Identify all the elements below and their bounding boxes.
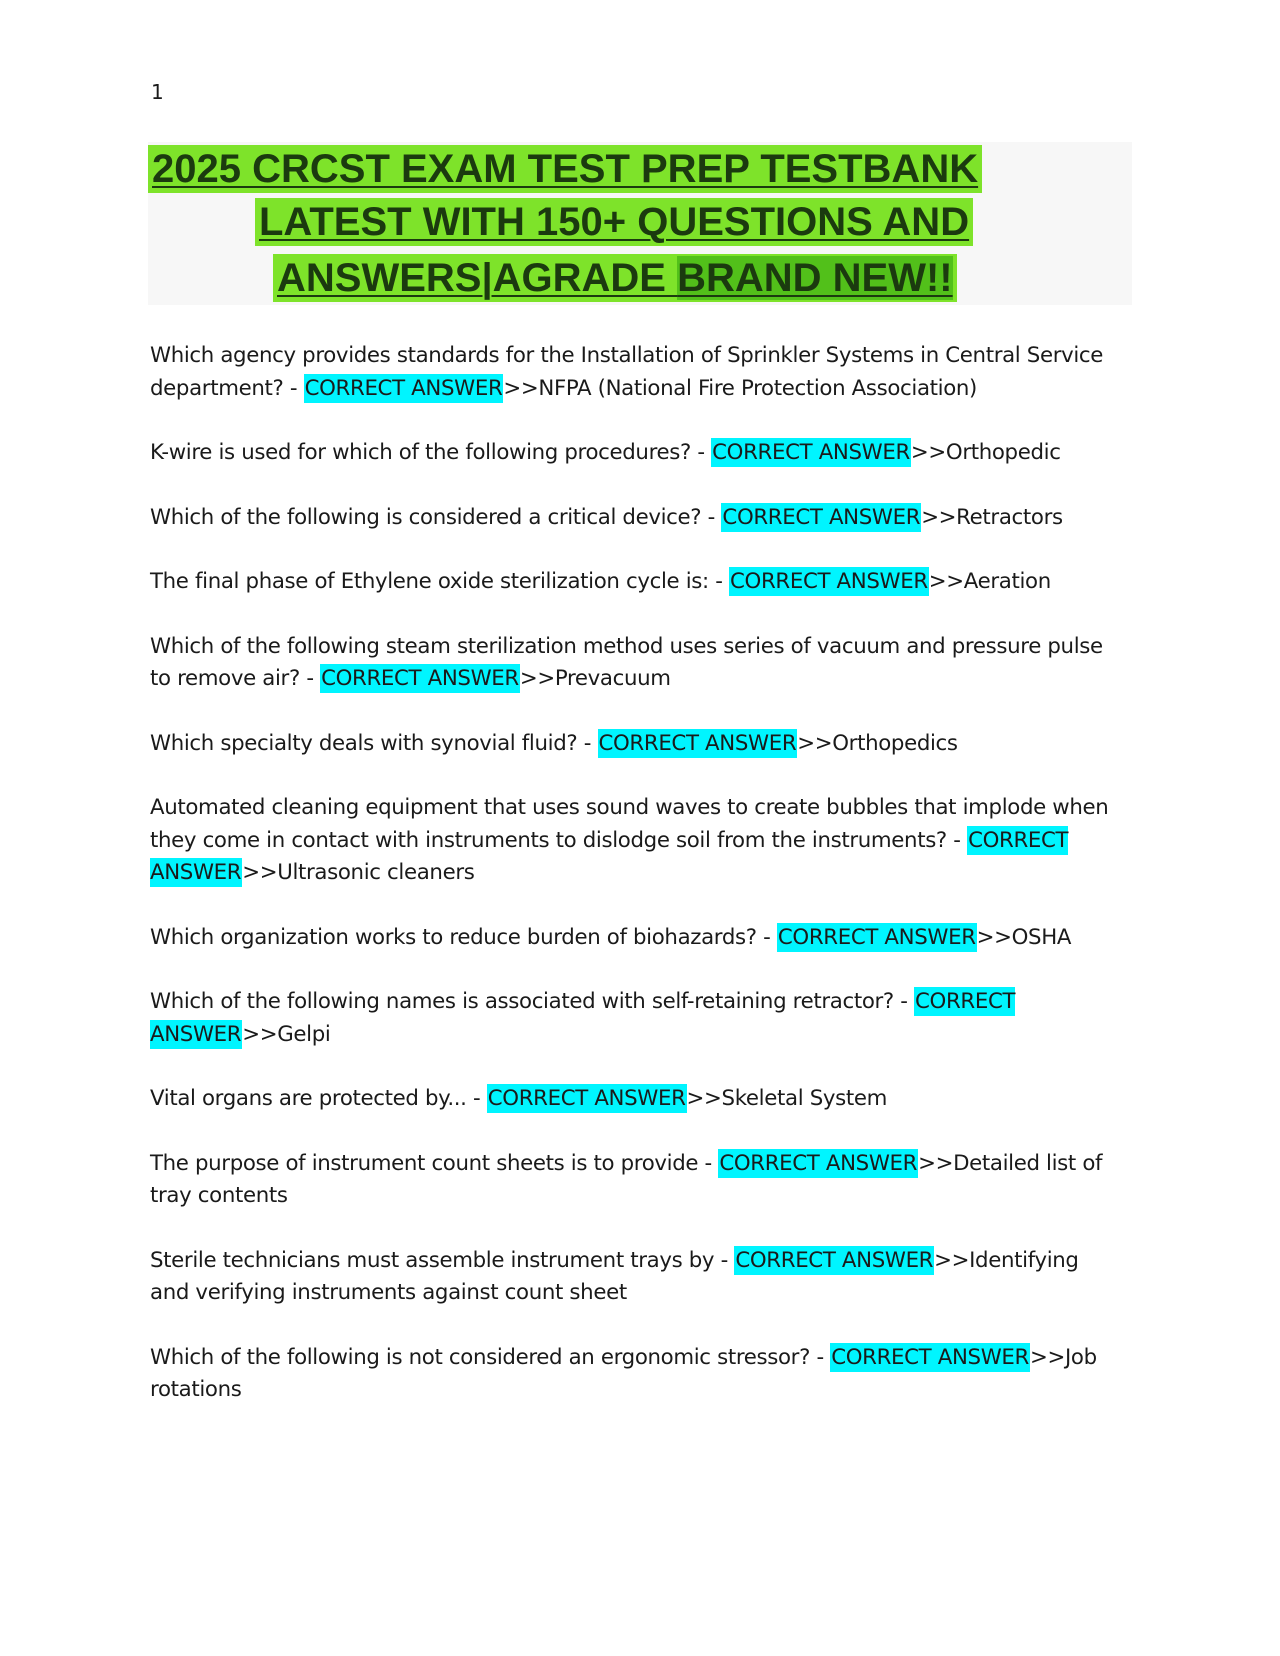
correct-answer-label: CORRECT ANSWER (598, 730, 797, 756)
answer-text: >>OSHA (976, 924, 1072, 950)
qa-item (150, 728, 1120, 761)
answer-text: >>Gelpi (242, 1021, 331, 1047)
question-text: The final phase of Ethylene oxide sterilization cycle is: - (150, 569, 730, 594)
answer-text: >>Identifying and verifying instruments against count sheet (150, 1247, 1079, 1305)
correct-answer-label: CORRECT ANSWER (777, 924, 976, 950)
correct-answer-label: CORRECT ANSWER (487, 1086, 686, 1111)
qa-item (150, 1342, 1120, 1407)
correct-answer-label: CORRECT ANSWER (735, 1247, 934, 1273)
qa-item (150, 566, 1120, 599)
correct-answer-label: CORRECT ANSWER (712, 440, 910, 465)
question-answer-list (150, 340, 1120, 1407)
correct-answer-label: CORRECT ANSWER (150, 827, 1069, 885)
answer-text: >>NFPA (National Fire Protection Association) (503, 375, 978, 401)
question-text: Which of the following is considered a critical device? - (150, 504, 722, 530)
answer-text: >>Prevacuum (519, 666, 671, 691)
question-text: The purpose of instrument count sheets is to provide - (150, 1150, 719, 1176)
answer-text: >>Orthopedics (797, 730, 958, 756)
correct-answer-label: CORRECT ANSWER (304, 375, 503, 401)
question-text: Which of the following steam sterilization method uses series of vacuum and pressure pulse to remove air? - (150, 633, 1103, 691)
qa-item (150, 1083, 1120, 1116)
title-line-3-start: ANSWERS|AGRADE (277, 256, 678, 300)
question-text: Which agency provides standards for the Installation of Sprinkler Systems in Central Service department? - (150, 343, 1104, 401)
answer-text: >>Ultrasonic cleaners (242, 860, 475, 885)
answer-text: >>Aeration (928, 569, 1051, 594)
qa-item (150, 502, 1120, 535)
qa-item (150, 922, 1120, 955)
title-line-1: 2025 CRCST EXAM TEST PREP TESTBANK (148, 145, 982, 193)
question-text: Sterile technicians must assemble instrument trays by - (150, 1247, 735, 1273)
qa-item (150, 340, 1120, 405)
question-text: Which specialty deals with synovial fluid? - (150, 730, 598, 756)
correct-answer-label: CORRECT ANSWER (730, 569, 928, 594)
qa-item (150, 437, 1120, 470)
correct-answer-label: CORRECT ANSWER (321, 666, 519, 691)
answer-text: >>Detailed list of tray contents (150, 1150, 1103, 1208)
qa-item (150, 792, 1120, 890)
answer-text: >>Orthopedic (910, 440, 1061, 465)
answer-text: >>Job rotations (150, 1344, 1097, 1402)
question-text: Which organization works to reduce burden of biohazards? - (150, 924, 777, 950)
page-number: 1 (151, 80, 164, 104)
qa-item (150, 986, 1120, 1051)
title-line-3 (273, 254, 957, 302)
answer-text: >>Retractors (921, 504, 1063, 530)
correct-answer-label: CORRECT ANSWER (831, 1344, 1029, 1370)
question-text: Which of the following is not considered an ergonomic stressor? - (150, 1344, 831, 1370)
qa-item (150, 631, 1120, 696)
title-line-2: LATEST WITH 150+ QUESTIONS AND (255, 198, 973, 246)
qa-item (150, 1148, 1120, 1213)
qa-item (150, 1245, 1120, 1310)
correct-answer-label: CORRECT ANSWER (150, 989, 1016, 1047)
question-text: Vital organs are protected by... - (150, 1086, 487, 1111)
document-title (148, 142, 1132, 305)
answer-text: >>Skeletal System (686, 1086, 888, 1111)
question-text: K-wire is used for which of the following procedures? - (150, 440, 712, 465)
question-text: Automated cleaning equipment that uses sound waves to create bubbles that implode when they come in contact with instruments to dislodge soil from the instruments? - (150, 795, 1109, 853)
correct-answer-label: CORRECT ANSWER (722, 504, 921, 530)
correct-answer-label: CORRECT ANSWER (719, 1150, 918, 1176)
title-line-3-emphasis: BRAND NEW!! (677, 256, 953, 300)
question-text: Which of the following names is associated with self-retaining retractor? - (150, 989, 915, 1014)
